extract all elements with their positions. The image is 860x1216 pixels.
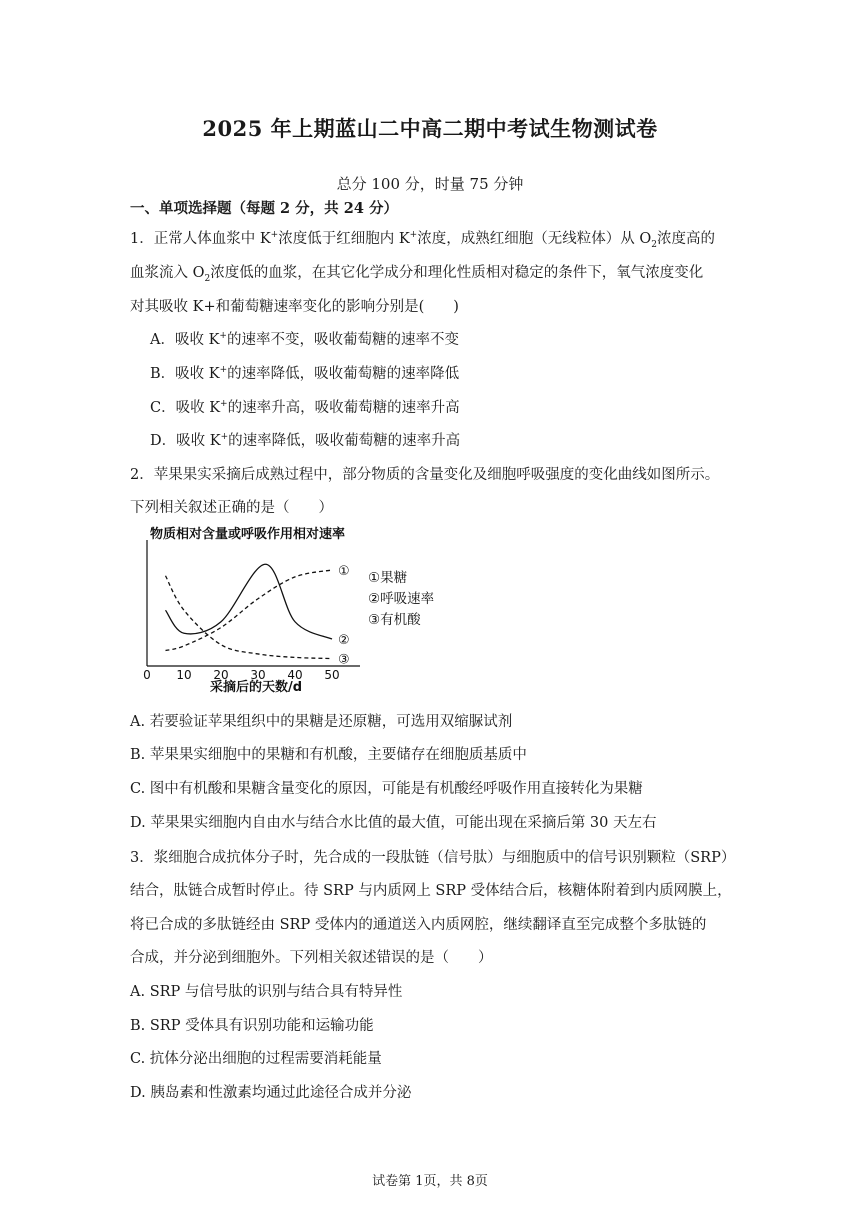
series-line-1 — [166, 570, 333, 651]
chart-ylabel: 物质相对含量或呼吸作用相对速率 — [150, 527, 346, 542]
x-tick-label: 40 — [287, 668, 303, 682]
section-heading: 一、单项选择题（每题 2 分，共 24 分） — [130, 200, 398, 217]
legend-entry: ②呼吸速率 — [368, 591, 435, 607]
q3-stem-line-2: 结合，肽链合成暂时停止。待 SRP 与内质网上 SRP 受体结合后，核糖体附着到内质网膜上， — [130, 883, 732, 899]
legend-entry: ③有机酸 — [368, 612, 421, 628]
q3-stem-line-4: 合成，并分泌到细胞外。下列相关叙述错误的是（ ） — [130, 950, 493, 966]
q3-option-b: B. SRP 受体具有识别功能和运输功能 — [130, 1018, 374, 1034]
q2-option-a: A. 若要验证苹果组织中的果糖是还原糖，可选用双缩脲试剂 — [130, 714, 513, 730]
q2-option-d: D. 苹果果实细胞内自由水与结合水比值的最大值，可能出现在采摘后第 30 天左右 — [130, 815, 657, 831]
q1-option-b: B．吸收 K+的速率降低，吸收葡萄糖的速率降低 — [150, 365, 460, 382]
q2-option-c: C. 图中有机酸和果糖含量变化的原因，可能是有机酸经呼吸作用直接转化为果糖 — [130, 781, 643, 797]
q1-option-d: D．吸收 K+的速率降低，吸收葡萄糖的速率升高 — [150, 432, 461, 449]
q1-option-c: C．吸收 K+的速率升高，吸收葡萄糖的速率升高 — [150, 399, 460, 416]
x-tick-label: 50 — [324, 668, 340, 682]
q2-option-b: B. 苹果果实细胞中的果糖和有机酸，主要储存在细胞质基质中 — [130, 747, 527, 763]
q1-option-a: A．吸收 K+的速率不变，吸收葡萄糖的速率不变 — [150, 331, 459, 348]
series-marker-3: ③ — [338, 652, 350, 668]
q3-stem-line-3: 将已合成的多肽链经由 SRP 受体内的通道送入内质网腔，继续翻译直至完成整个多肽链的 — [130, 917, 707, 933]
series-line-2 — [166, 564, 333, 639]
x-tick-label: 10 — [176, 668, 192, 682]
series-marker-1: ① — [338, 564, 350, 579]
q3-stem-line-1: 3．浆细胞合成抗体分子时，先合成的一段肽链（信号肽）与细胞质中的信号识别颗粒（SRP） — [130, 850, 736, 866]
page-footer: 试卷第 1页，共 8页 — [372, 1174, 488, 1189]
q3-option-a: A. SRP 与信号肽的识别与结合具有特异性 — [130, 984, 403, 1000]
exam-title: 2025 年上期蓝山二中高二期中考试生物测试卷 — [202, 116, 658, 141]
series-marker-2: ② — [338, 633, 350, 648]
x-tick-label: 20 — [213, 668, 229, 682]
q1-stem-line-1: 1．正常人体血浆中 K+浓度低于红细胞内 K+浓度，成熟红细胞（无线粒体）从 $O_2$浓度高的 — [130, 230, 715, 250]
q1-stem-line-2: 血浆流入 $O_2$浓度低的血浆，在其它化学成分和理化性质相对稳定的条件下，氧气浓度变化 — [130, 265, 704, 284]
exam-subtitle: 总分 100 分，时量 75 分钟 — [336, 175, 524, 193]
q1-stem-line-3: 对其吸收 K+和葡萄糖速率变化的影响分别是( ) — [130, 299, 459, 315]
q3-option-d: D. 胰岛素和性激素均通过此途径合成并分泌 — [130, 1085, 412, 1101]
fruit-ripening-chart — [130, 522, 460, 702]
q2-stem-line-2: 下列相关叙述正确的是（ ） — [130, 500, 333, 516]
series-line-3 — [166, 576, 333, 659]
q2-stem-line-1: 2．苹果果实采摘后成熟过程中，部分物质的含量变化及细胞呼吸强度的变化曲线如图所示。 — [130, 467, 720, 483]
legend-entry: ①果糖 — [368, 570, 408, 586]
chart-xlabel: 采摘后的天数/d — [210, 680, 303, 695]
x-tick-label: 0 — [143, 668, 151, 682]
q3-option-c: C. 抗体分泌出细胞的过程需要消耗能量 — [130, 1051, 382, 1067]
x-tick-label: 30 — [250, 668, 266, 682]
